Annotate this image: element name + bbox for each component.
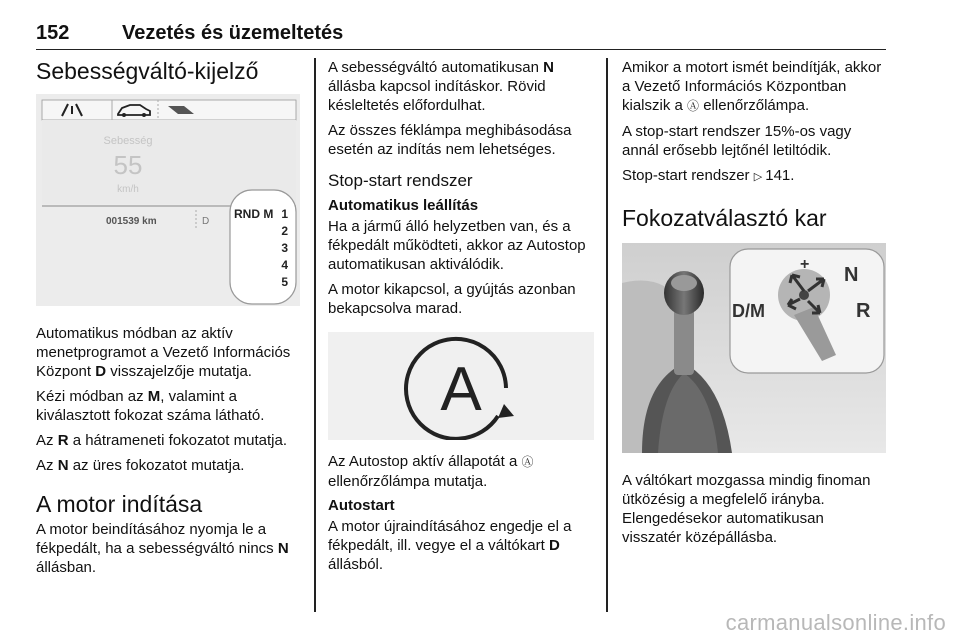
column-divider-1 bbox=[314, 58, 316, 612]
paragraph-lamp-off: Amikor a motort ismét beindítják, akkor a Vezető Információs Központban kialszik a Ⓐ ellenőrzőlámpa. bbox=[622, 59, 882, 114]
page-number: 152 bbox=[36, 22, 70, 44]
paragraph-gradient: A stop-start rendszer 15%-os vagy annál erősebb lejtőnél letiltódik. bbox=[622, 123, 852, 159]
gear-indicator: D bbox=[202, 216, 210, 228]
speed-label: Sebesség bbox=[103, 135, 153, 148]
gear-number: 5 bbox=[281, 275, 288, 290]
section-heading-stop-start: Stop-start rendszer bbox=[328, 171, 473, 190]
autostop-lamp-icon: Ⓐ bbox=[687, 99, 700, 113]
autostop-figure bbox=[328, 332, 594, 440]
paragraph-lever-usage: A váltókart mozgassa mindig finoman ütközésig a megfelelő irányba. Elengedésekor automatikusan visszatér középállásba. bbox=[622, 472, 871, 547]
gear-lever-figure bbox=[622, 243, 886, 453]
autostop-lamp-icon: Ⓐ bbox=[521, 455, 534, 470]
gear-number: 4 bbox=[281, 258, 288, 273]
paragraph-auto-neutral: A sebességváltó automatikusan N állásba kapcsol indításkor. Rövid késleltetés előfordulhat. bbox=[328, 59, 554, 114]
paragraph-neutral: Az N az üres fokozatot mutatja. bbox=[36, 457, 245, 475]
speed-unit: km/h bbox=[117, 184, 139, 196]
paragraph-engine-start: A motor beindításához nyomja le a fékpedált, ha a sebességváltó nincs N állásban. bbox=[36, 520, 289, 576]
paragraph-autostop-lamp: Az Autostop aktív állapotát a Ⓐ ellenőrzőlámpa mutatja. bbox=[328, 453, 534, 491]
gear-number: 2 bbox=[281, 224, 288, 239]
column-2 bbox=[328, 58, 594, 574]
paragraph-engine-off: A motor kikapcsol, a gyújtás azonban bekapcsolva marad. bbox=[328, 281, 576, 318]
gear-number: 1 bbox=[281, 207, 288, 222]
section-heading-gear-display: Sebességváltó-kijelző bbox=[36, 58, 259, 84]
gear-label-n: N bbox=[844, 264, 859, 287]
paragraph-cross-ref: Stop-start rendszer ▷ 141. bbox=[622, 167, 795, 184]
gear-label-dm: D/M bbox=[732, 301, 765, 322]
paragraph-auto-mode: Automatikus módban az aktív menetprogramot a Vezető Információs Központ D visszajelzője mutatja. bbox=[36, 325, 291, 381]
gear-lever-illustration bbox=[622, 243, 886, 453]
section-heading-gear-lever: Fokozatválasztó kar bbox=[622, 205, 827, 231]
gear-display-illustration bbox=[36, 94, 300, 306]
gear-label-r: R bbox=[856, 300, 871, 323]
subheading-autostart: Autostart bbox=[328, 497, 395, 515]
odometer-readout: 001539 km bbox=[106, 216, 157, 228]
page-header bbox=[36, 22, 886, 50]
gear-header: RND M bbox=[234, 207, 274, 222]
column-1 bbox=[36, 58, 300, 577]
paragraph-reverse: Az R a hátrameneti fokozatot mutatja. bbox=[36, 432, 287, 450]
subheading-auto-stop: Automatikus leállítás bbox=[328, 197, 479, 215]
column-3 bbox=[622, 58, 886, 547]
column-divider-2 bbox=[606, 58, 608, 612]
paragraph-manual-mode: Kézi módban az M, valamint a kiválasztott fokozat száma látható. bbox=[36, 388, 265, 425]
paragraph-autostop: Ha a jármű álló helyzetben van, és a fékpedált működteti, akkor az Autostop automatikusan aktiválódik. bbox=[328, 218, 586, 274]
gear-display-figure bbox=[36, 94, 300, 306]
gear-number: 3 bbox=[281, 241, 288, 256]
section-heading-engine-start: A motor indítása bbox=[36, 491, 203, 518]
autostop-symbol-icon bbox=[328, 332, 594, 440]
gear-label-plus: + bbox=[800, 256, 810, 274]
paragraph-autostart: A motor újraindításához engedje el a fékpedált, ill. vegye el a váltókart D állásból. bbox=[328, 518, 572, 574]
autostop-letter: A bbox=[440, 355, 482, 425]
speed-value: 55 bbox=[113, 150, 143, 181]
footer-watermark: carmanualsonline.info bbox=[725, 610, 946, 635]
paragraph-brake-lamps: Az összes féklámpa meghibásodása esetén az indítás nem lehetséges. bbox=[328, 122, 572, 158]
running-title: Vezetés és üzemeltetés bbox=[122, 22, 344, 44]
page-ref-arrow-icon: ▷ bbox=[753, 171, 766, 183]
